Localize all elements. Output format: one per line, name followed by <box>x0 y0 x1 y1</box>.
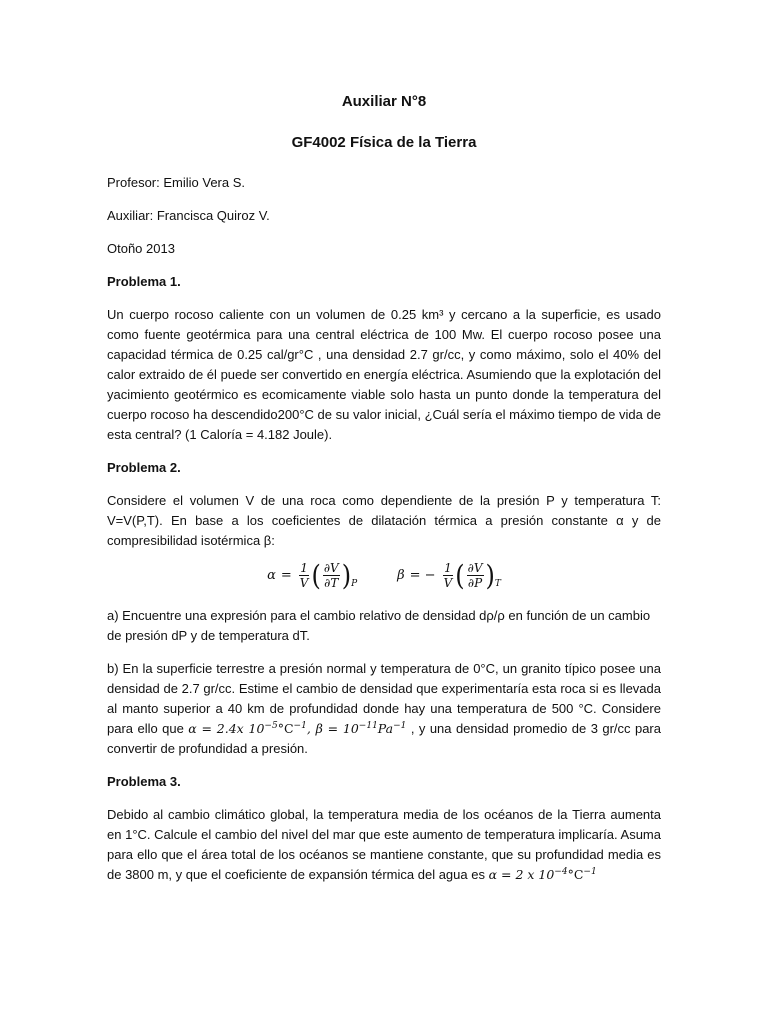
alpha-equation: α = $\frac{1}{V}$ ( $\frac{\partial V}{\partial T}$ ) P <box>267 561 357 590</box>
problem-1-text: Un cuerpo rocoso caliente con un volumen de 0.25 km³ y cercano a la superficie, es usado como fuente geotérmica para una central eléctrica de 100 Mw. El cuerpo rocoso posee una capacidad térmica de 0.25 cal/gr°C , una densidad 2.7 gr/cc, y como máximo, solo el 40% del calor extraido de él puede ser convertido en energía eléctrica. Asumiendo que la explotación del yacimiento geotérmico es ecomicamente viable solo hasta un punto donde la temperatura del cuerpo rocoso ha descendido200°C de su valor inicial, ¿Cuál sería el máximo tiempo de vida de esta central? (1 Caloría = 4.182 Joule). <box>107 307 661 442</box>
professor-line: Profesor: Emilio Vera S. <box>107 175 245 190</box>
coefficient-equations <box>107 561 661 590</box>
document-title: Auxiliar N°8 <box>341 93 427 110</box>
alpha-value: α = 2.4x $10^{-5}^\circ C^{-1}$ <box>188 720 307 736</box>
constant-temperature-subscript: T <box>494 579 501 589</box>
problem-2-part-b: b) En la superficie terrestre a presión normal y temperatura de 0°C, un granito típico posee una densidad de 2.7 gr/cc. Estime el cambio de densidad que experimentaría esta roca si es llevada al manto superior a 40 km de profundidad donde hay una temperatura de 500 °C. Considere para ello que α = 2.4x $10^{-5}^\circ C^{-1}$, $\beta = 10^{-11}Pa^{-1}$ , y una densidad promedio de 3 gr/cc para convertir de profundidad a presión. <box>107 661 661 756</box>
course-title: GF4002 Física de la Tierra <box>291 134 477 151</box>
partial-v-partial-t-fraction: $\frac{\partial V}{\partial T}$ <box>323 561 339 590</box>
beta-symbol: β <box>397 567 405 583</box>
document-page <box>107 92 661 898</box>
partial-v-partial-p-fraction: $\frac{\partial V}{\partial P}$ <box>467 561 483 590</box>
problem-3-heading: Problema 3. <box>107 774 181 789</box>
alpha-symbol: α <box>267 567 276 583</box>
assistant-line: Auxiliar: Francisca Quiroz V. <box>107 208 270 223</box>
beta-equation: β = − $\frac{1}{V}$ ( $\frac{\partial V}{\partial P}$ ) T <box>397 561 501 590</box>
problem-2-part-a: a) Encuentre una expresión para el cambio relativo de densidad dρ/ρ en función de un cambio de presión dP y de temperatura dT. <box>107 608 651 643</box>
water-expansion-coefficient: α = 2 x $10^{-4}^\circ C^{-1}$ <box>488 866 597 882</box>
equals-sign: = <box>280 567 292 583</box>
one-over-v-fraction: $\frac{1}{V}$ <box>299 561 309 590</box>
one-over-v-fraction: $\frac{1}{V}$ <box>443 561 453 590</box>
constant-pressure-subscript: P <box>351 579 358 589</box>
problem-1-heading: Problema 1. <box>107 274 181 289</box>
problem-2-intro: Considere el volumen V de una roca como dependiente de la presión P y temperatura T: V=V(P,T). En base a los coeficientes de dilatación térmica a presión constante α y de compresibilidad isotérmica β: <box>107 493 661 548</box>
term-line: Otoño 2013 <box>107 241 175 256</box>
problem-3-text: Debido al cambio climático global, la temperatura media de los océanos de la Tierra aumenta en 1°C. Calcule el cambio del nivel del mar que este aumento de temperatura implicaría. Asuma para ello que el área total de los océanos se mantiene constante, que su profundidad media es de 3800 m, y que el coeficiente de expansión térmica del agua es α = 2 x $10^{-4}^\circ C^{-1}$ <box>107 807 661 882</box>
equals-minus-sign: = − <box>409 567 436 583</box>
problem-2-heading: Problema 2. <box>107 460 181 475</box>
beta-value: , $\beta = 10^{-11}Pa^{-1}$ <box>306 720 407 736</box>
